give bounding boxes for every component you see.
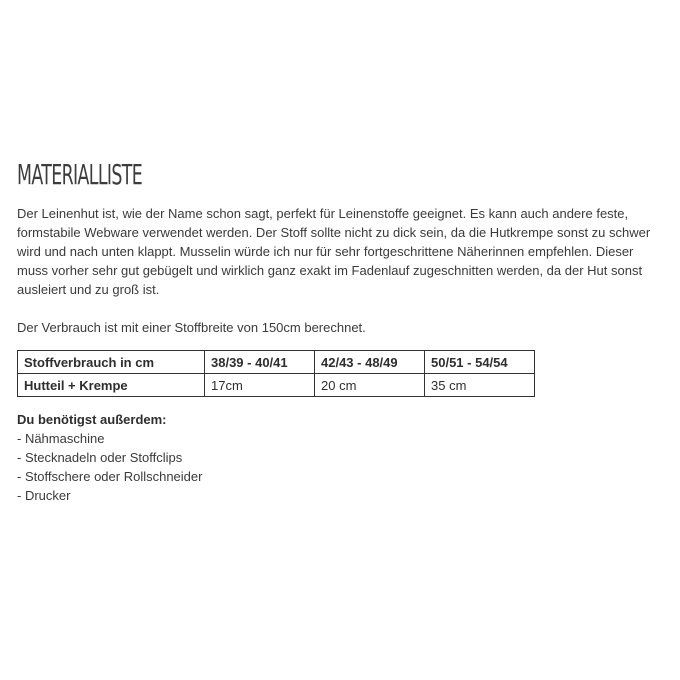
table-header-cell: Stoffverbrauch in cm	[18, 351, 205, 374]
list-item: - Nähmaschine	[17, 431, 105, 446]
table-cell: 35 cm	[425, 374, 535, 397]
table-cell: 20 cm	[315, 374, 425, 397]
usage-note: Der Verbrauch ist mit einer Stoffbreite von 150cm berechnet.	[17, 320, 366, 335]
extras-heading: Du benötigst außerdem:	[17, 412, 167, 427]
table-cell: 17cm	[205, 374, 315, 397]
table-header-row	[18, 351, 535, 374]
table-header-cell: 50/51 - 54/54	[425, 351, 535, 374]
intro-paragraph: Der Leinenhut ist, wie der Name schon sagt, perfekt für Leinenstoffe geeignet. Es kann auch andere feste, formstabile Webware verwendet werden. Der Stoff sollte nicht zu dick sein, da die Hutkrempe sonst zu schwer wird und nach unten klappt. Musselin würde ich nur für sehr fortgeschrittene Näherinnen empfehlen. Dieser muss vorher sehr gut gebügelt und wirklich ganz exakt im Fadenlauf zugeschnitten werden, da der Hut sonst ausleiert und zu groß ist.	[17, 206, 651, 297]
table-row	[18, 374, 535, 397]
page-title: MATERIALLISTE	[17, 158, 143, 191]
extras-list	[17, 429, 667, 505]
table-header-cell: 42/43 - 48/49	[315, 351, 425, 374]
list-item: - Stoffschere oder Rollschneider	[17, 469, 203, 484]
list-item: - Drucker	[17, 488, 71, 503]
extras-section	[17, 410, 667, 505]
document-page	[17, 160, 667, 505]
list-item: - Stecknadeln oder Stoffclips	[17, 450, 183, 465]
table-header-cell: 38/39 - 40/41	[205, 351, 315, 374]
fabric-usage-table	[17, 350, 535, 397]
table-row-label: Hutteil + Krempe	[18, 374, 205, 397]
